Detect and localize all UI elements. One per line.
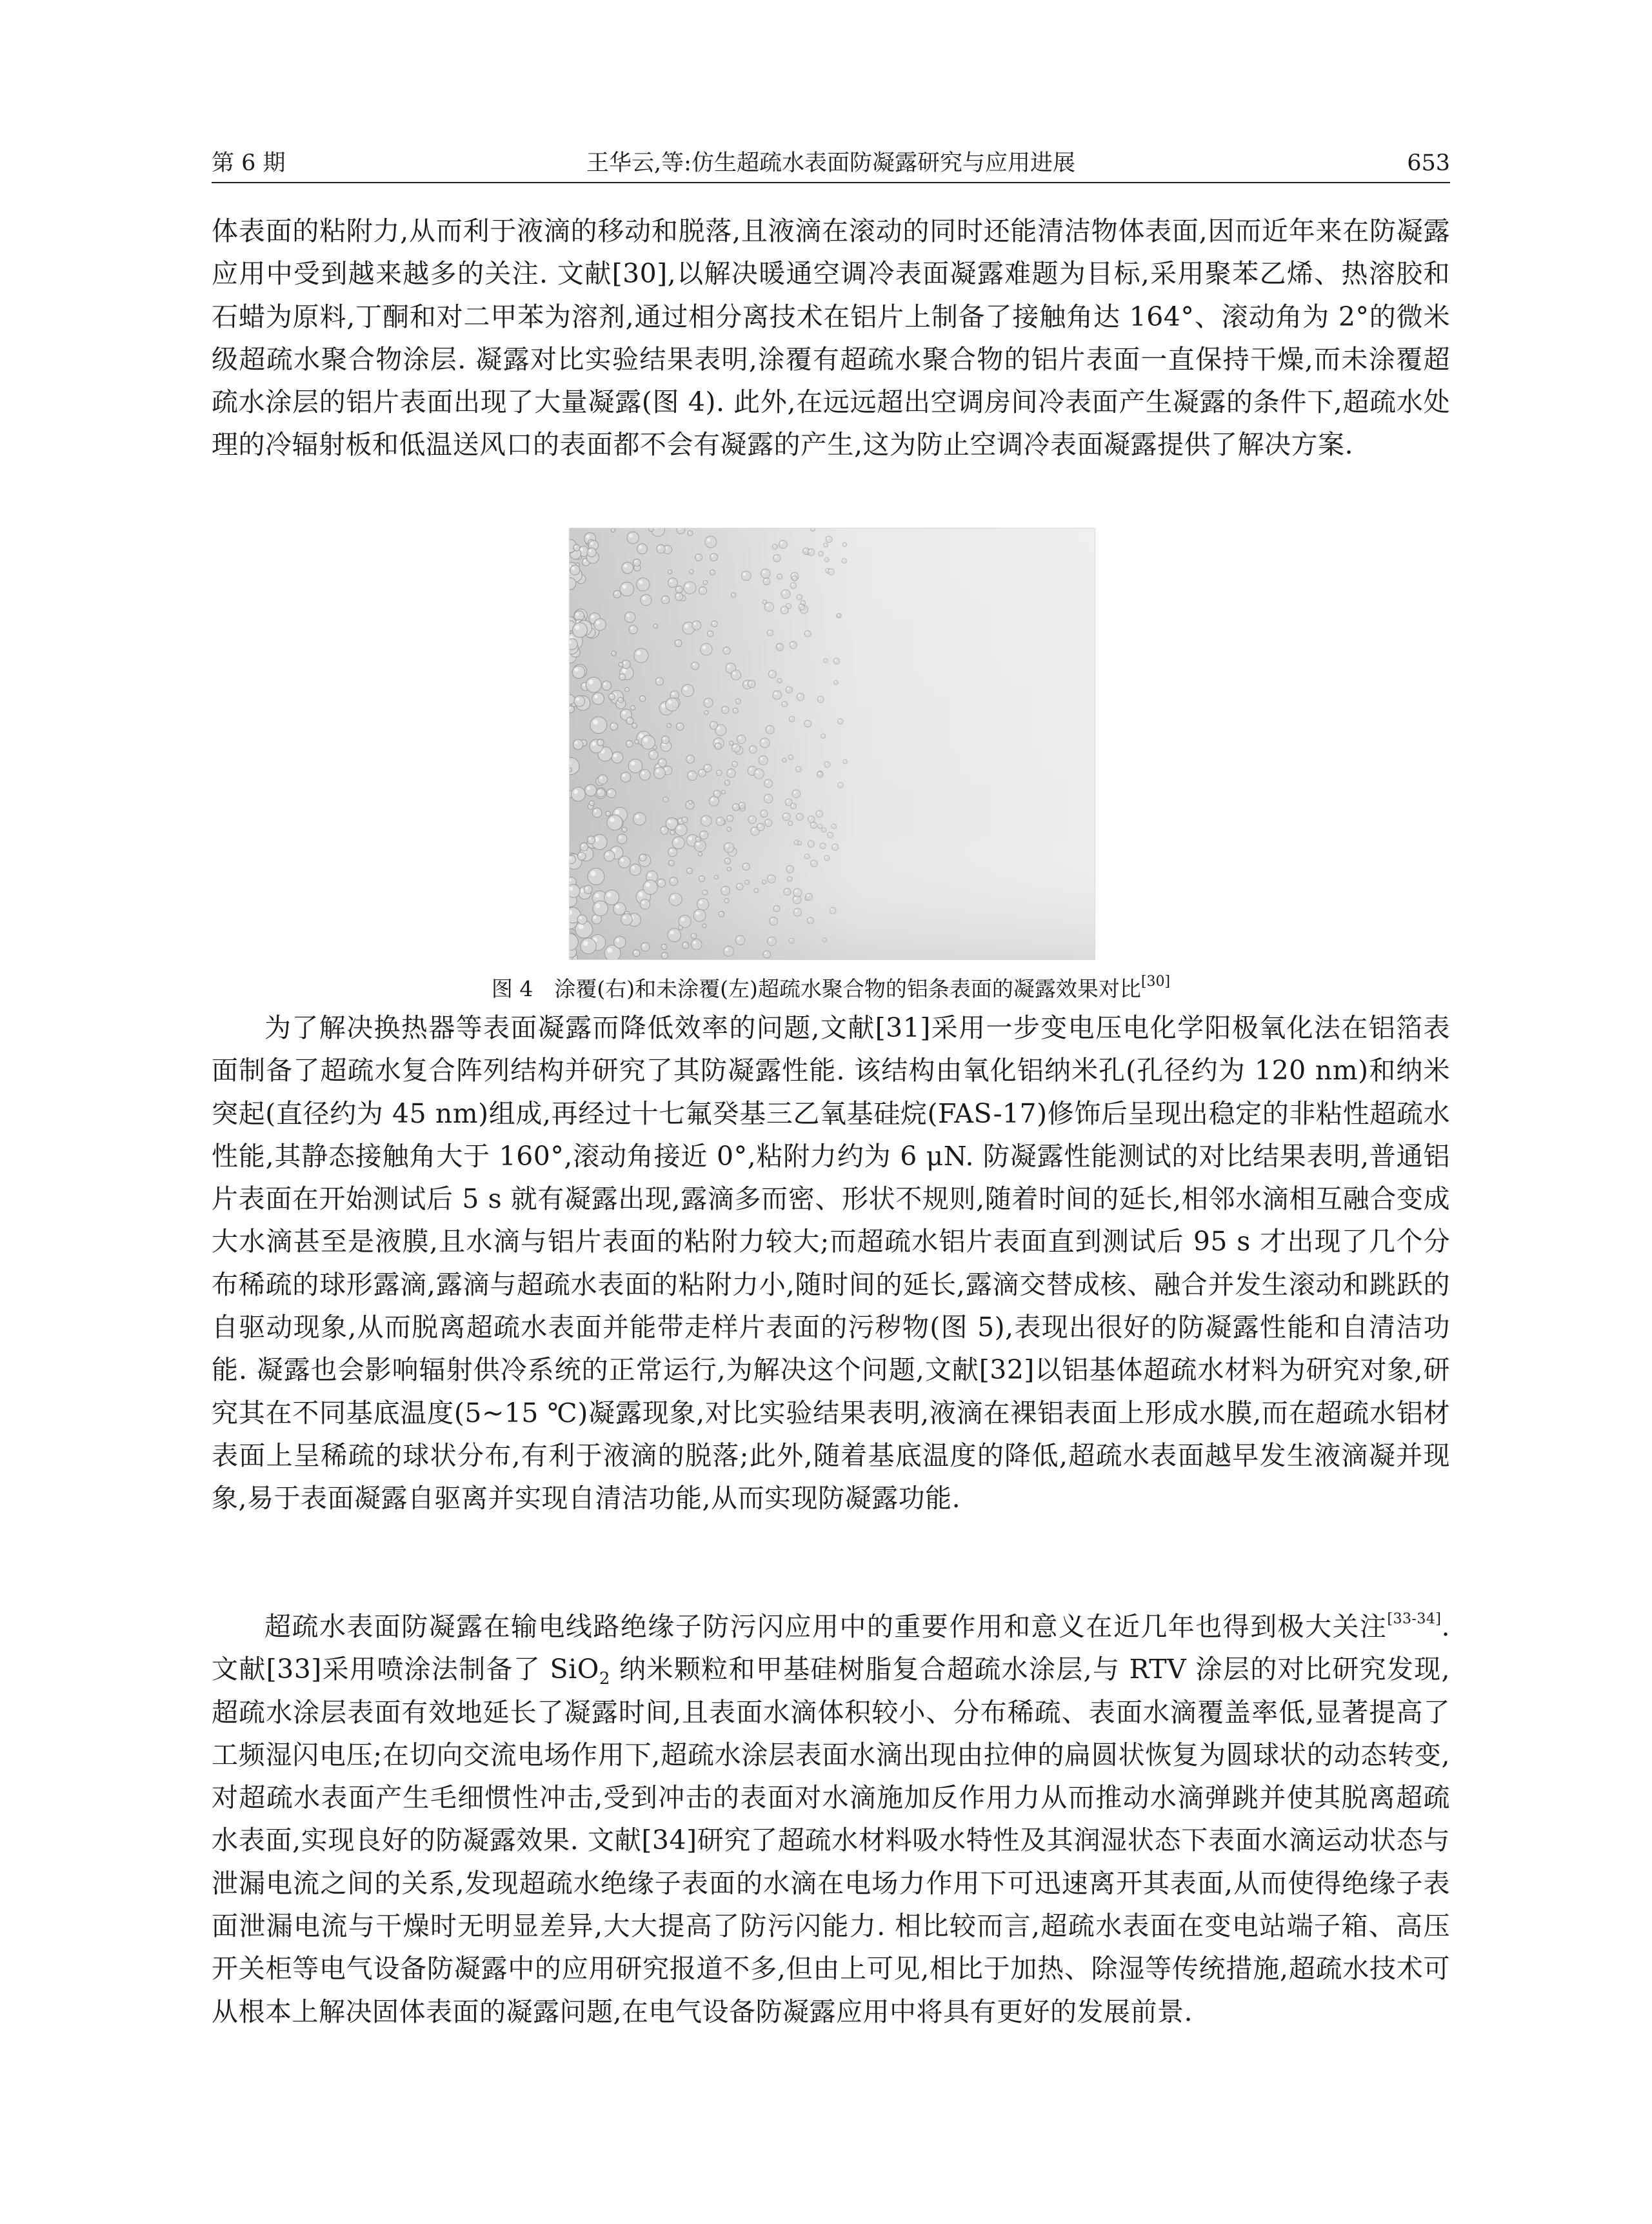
paragraph-1: 体表面的粘附力,从而利于液滴的移动和脱落,且液滴在滚动的同时还能清洁物体表面,因而近年来在防凝露应用中受到越来越多的关注. 文献[30],以解决暖通空调冷表面凝露难题为目标,采用聚苯乙烯、热溶胶和石蜡为原料,丁酮和对二甲苯为溶剂,通过相分离技术在铝片上制备了接触角达 164°、滚动角为 2°的微米级超疏水聚合物涂层. 凝露对比实验结果表明,涂覆有超疏水聚合物的铝片表面一直保持干燥,而未涂覆超疏水涂层的铝片表面出现了大量凝露(图 4). 此外,在远远超出空调房间冷表面产生凝露的条件下,超疏水处理的冷辐射板和低温送风口的表面都不会有凝露的产生,这为防止空调冷表面凝露提供了解决方案. bbox=[212, 215, 1450, 461]
figure-4-photo bbox=[569, 528, 1095, 960]
condensation-photo bbox=[570, 528, 1095, 959]
caption-text: 图 4 涂覆(右)和未涂覆(左)超疏水聚合物的铝条表面的凝露效果对比 bbox=[491, 976, 1141, 1001]
subscript-2: 2 bbox=[599, 1669, 610, 1689]
page-number: 653 bbox=[1407, 150, 1450, 176]
citation-33-34: [33-34] bbox=[1387, 1611, 1442, 1628]
issue-number: 第 6 期 bbox=[212, 150, 286, 176]
paragraph-3: 超疏水表面防凝露在输电线路绝缘子防污闪应用中的重要作用和意义在近几年也得到极大关注[33-34]. 文献[33]采用喷涂法制备了 SiO$_2$ 纳米颗粒和甲基硅树脂复合超疏水涂层,与 RTV 涂层的对比研究发现,超疏水涂层表面有效地延长了凝露时间,且表面水滴体积较小、分布稀疏、表面水滴覆盖率低,显著提高了工频湿闪电压;在切向交流电场作用下,超疏水涂层表面水滴出现由拉伸的扁圆状恢复为圆球状的动态转变,对超疏水表面产生毛细惯性冲击,受到冲击的表面对水滴施加反作用力从而推动水滴弹跳并使其脱离超疏水表面,实现良好的防凝露效果. 文献[34]研究了超疏水材料吸水特性及其润湿状态下表面水滴运动状态与泄漏电流之间的关系,发现超疏水绝缘子表面的水滴在电场力作用下可迅速离开其表面,从而使得绝缘子表面泄漏电流与干燥时无明显差异,大大提高了防污闪能力. 相比较而言,超疏水表面在变电站端子箱、高压开关柜等电气设备防凝露中的应用研究报道不多,但由上可见,相比于加热、除湿等传统措施,超疏水技术可从根本上解决固体表面的凝露问题,在电气设备防凝露应用中将具有更好的发展前景. bbox=[212, 1611, 1450, 2027]
running-title: 王华云,等:仿生超疏水表面防凝露研究与应用进展 bbox=[586, 150, 1075, 176]
running-header bbox=[212, 147, 1450, 179]
figure-4-caption bbox=[212, 974, 1450, 1004]
paragraph-2: 为了解决换热器等表面凝露而降低效率的问题,文献[31]采用一步变电压电化学阳极氧化法在铝箔表面制备了超疏水复合阵列结构并研究了其防凝露性能. 该结构由氧化铝纳米孔(孔径约为 120 nm)和纳米突起(直径约为 45 nm)组成,再经过十七氟癸基三乙氧基硅烷(FAS-17)修饰后呈现出稳定的非粘性超疏水性能,其静态接触角大于 160°,滚动角接近 0°,粘附力约为 6 μN. 防凝露性能测试的对比结果表明,普通铝片表面在开始测试后 5 s 就有凝露出现,露滴多而密、形状不规则,随着时间的延长,相邻水滴相互融合变成大水滴甚至是液膜,且水滴与铝片表面的粘附力较大;而超疏水铝片表面直到测试后 95 s 才出现了几个分布稀疏的球形露滴,露滴与超疏水表面的粘附力小,随时间的延长,露滴交替成核、融合并发生滚动和跳跃的自驱动现象,从而脱离超疏水表面并能带走样片表面的污秽物(图 5),表现出很好的防凝露性能和自清洁功能. 凝露也会影响辐射供冷系统的正常运行,为解决这个问题,文献[32]以铝基体超疏水材料为研究对象,研究其在不同基底温度(5~15 ℃)凝露现象,对比实验结果表明,液滴在裸铝表面上形成水膜,而在超疏水铝材表面上呈稀疏的球状分布,有利于液滴的脱落;此外,随着基底温度的降低,超疏水表面越早发生液滴凝并现象,易于表面凝露自驱离并实现自清洁功能,从而实现防凝露功能. bbox=[212, 1012, 1450, 1514]
header-rule bbox=[212, 182, 1450, 183]
caption-citation: [30] bbox=[1140, 974, 1171, 990]
